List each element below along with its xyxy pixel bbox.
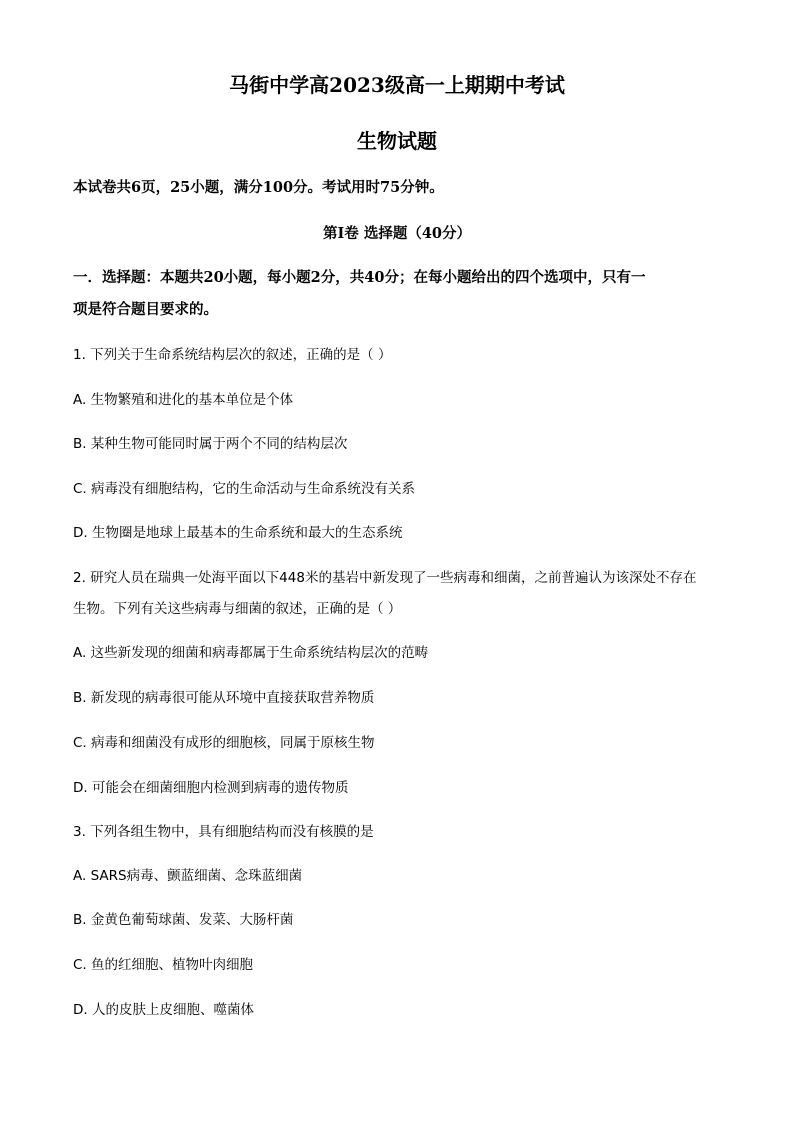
question-1-option-c: C. 病毒没有细胞结构，它的生命活动与生命系统没有关系 bbox=[73, 481, 416, 497]
question-2-option-d: D. 可能会在细菌细胞内检测到病毒的遗传物质 bbox=[73, 780, 349, 796]
question-2-stem-line-2: 生物。下列有关这些病毒与细菌的叙述，正确的是（ ） bbox=[73, 601, 402, 617]
question-2-stem-line-1: 2. 研究人员在瑞典一处海平面以下448米的基岩中新发现了一些病毒和细菌，之前普遍认为该深处不存在 bbox=[73, 570, 697, 586]
section-instruction-line-1: 一．选择题：本题共20小题，每小题2分，共40分；在每小题给出的四个选项中，只有一 bbox=[73, 269, 646, 286]
question-2-option-a: A. 这些新发现的细菌和病毒都属于生命系统结构层次的范畴 bbox=[73, 645, 429, 661]
subject-title: 生物试题 bbox=[357, 129, 437, 153]
question-3-option-c: C. 鱼的红细胞、植物叶肉细胞 bbox=[73, 957, 254, 973]
question-3-option-a: A. SARS病毒、颤蓝细菌、念珠蓝细菌 bbox=[73, 868, 303, 884]
question-2-option-b: B. 新发现的病毒很可能从环境中直接获取营养物质 bbox=[73, 690, 375, 706]
question-3-stem: 3. 下列各组生物中，具有细胞结构而没有核膜的是 bbox=[73, 824, 374, 840]
question-1-option-a: A. 生物繁殖和进化的基本单位是个体 bbox=[73, 392, 294, 408]
section-title: 第Ⅰ卷 选择题（40分） bbox=[322, 225, 471, 242]
exam-intro: 本试卷共6页，25小题，满分100分。考试用时75分钟。 bbox=[73, 179, 444, 196]
question-2-option-c: C. 病毒和细菌没有成形的细胞核，同属于原核生物 bbox=[73, 735, 375, 751]
question-3-option-b: B. 金黄色葡萄球菌、发菜、大肠杆菌 bbox=[73, 912, 294, 928]
school-exam-title: 马街中学高2023级高一上期期中考试 bbox=[229, 73, 565, 97]
question-1-stem: 1. 下列关于生命系统结构层次的叙述，正确的是（ ） bbox=[73, 347, 392, 363]
section-instruction-line-2: 项是符合题目要求的。 bbox=[73, 301, 218, 318]
question-3-option-d: D. 人的皮肤上皮细胞、噬菌体 bbox=[73, 1002, 254, 1018]
question-1-option-d: D. 生物圈是地球上最基本的生命系统和最大的生态系统 bbox=[73, 525, 403, 541]
question-1-option-b: B. 某种生物可能同时属于两个不同的结构层次 bbox=[73, 436, 348, 452]
